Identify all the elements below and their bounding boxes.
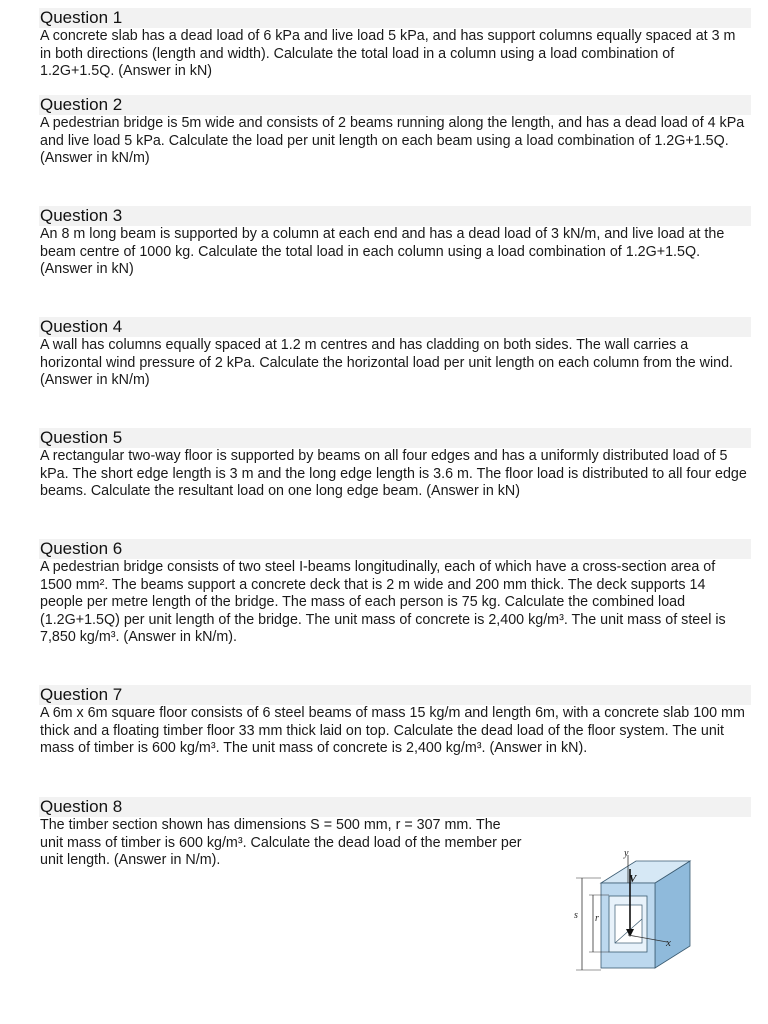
question-text: A 6m x 6m square floor consists of 6 steel beams of mass 15 kg/m and length 6m, with a concrete slab 100 mm thick and a floating timber floor 33 mm thick laid on top. Calculate the dead load of the floor system. The unit mass of timber is 600 kg/m³. The unit mass of concrete is 2,400 kg/m³. (Answer in kN). [40,705,745,757]
question-title: Question 5 [39,428,751,448]
hollow-inner [615,905,642,943]
question-text: A pedestrian bridge consists of two steel I-beams longitudinally, each of which have a cross-section area of 1500 mm². The beams support a concrete deck that is 2 m wide and 200 mm thick. The deck supports 14 people per metre length of the bridge. The mass of each person is 75 kg. Calculate the combined load (1.2G+1.5Q) per unit length of the bridge. The unit mass of concrete is 2,400 kg/m³. The unit mass of steel is 7,850 kg/m³. (Answer in kN/m). [40,559,726,646]
question-text: The timber section shown has dimensions S = 500 mm, r = 307 mm. The unit mass of timber is 600 kg/m³. Calculate the dead load of the member per unit length. (Answer in N/m). [40,817,522,869]
question-title: Question 1 [39,8,751,28]
question-5 [39,428,751,501]
question-title: Question 4 [39,317,751,337]
label-y: y [624,848,629,859]
question-text: An 8 m long beam is supported by a column at each end and has a dead load of 3 kN/m, and live load at the beam centre of 1000 kg. Calculate the total load in each column using a load combination of 1.2G+1.5Q. (Answer in kN) [40,226,725,278]
label-s: s [574,910,578,921]
question-text: A concrete slab has a dead load of 6 kPa and live load 5 kPa, and has support columns equally spaced at 3 m in both directions (length and width). Calculate the total load in a column using a load combination of 1.2G+1.5Q. (Answer in kN) [40,28,736,80]
question-text: A pedestrian bridge is 5m wide and consists of 2 beams running along the length, and has a dead load of 4 kPa and live load 5 kPa. Calculate the load per unit length on each beam using a load combination of 1.2G+1.5Q. (Answer in kN/m) [40,115,745,167]
label-r: r [595,913,599,924]
question-title: Question 3 [39,206,751,226]
label-v: V [629,873,637,885]
question-3 [39,206,751,279]
question-text: A rectangular two-way floor is supported by beams on all four edges and has a uniformly distributed load of 5 kPa. The short edge length is 3 m and the long edge length is 3.6 m. The floor load is distributed to all four edge beams. Calculate the resultant load on one long edge beam. (Answer in kN) [40,448,747,500]
question-title: Question 6 [39,539,751,559]
question-title: Question 8 [39,797,751,817]
timber-section-figure [565,845,735,980]
question-1 [39,8,751,81]
question-text: A wall has columns equally spaced at 1.2 m centres and has cladding on both sides. The wall carries a horizontal wind pressure of 2 kPa. Calculate the horizontal load per unit length on each column from the wind. (Answer in kN/m) [40,337,734,389]
question-7 [39,685,751,758]
question-4 [39,317,751,390]
label-x: x [666,937,671,949]
question-2 [39,95,751,168]
question-6 [39,539,751,647]
question-title: Question 2 [39,95,751,115]
question-title: Question 7 [39,685,751,705]
